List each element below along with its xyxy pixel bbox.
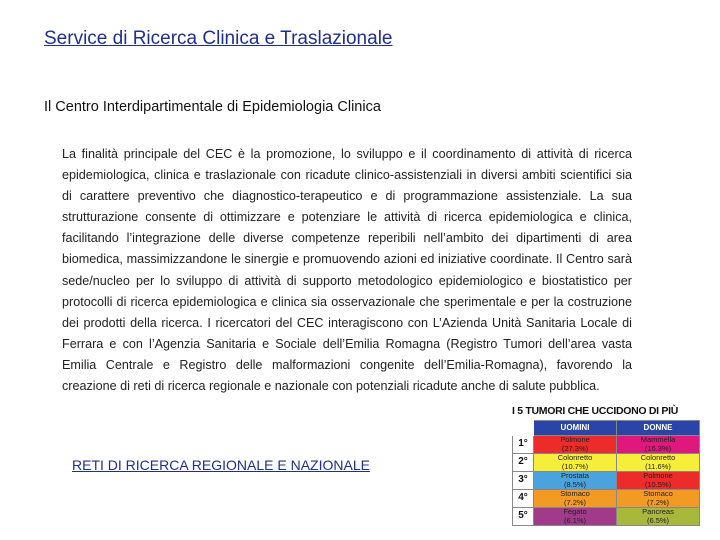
- women-tumor-cell: [617, 490, 700, 508]
- tumor-table-row: [513, 508, 700, 526]
- rank-cell: 1°: [513, 436, 534, 454]
- women-tumor-name: Stomaco: [643, 489, 673, 498]
- description-paragraph: La finalità principale del CEC è la promozione, lo sviluppo e il coordinamento di attività di ricerca epidemiologica, clinica e traslazionale con ricadute clinico-assistenziali in diversi ambiti scientifici sia di carattere preventivo che diagnostico-terapeutico e di programmazione assistenziale. La sua strutturazione consente di ottimizzare e potenziare le attività di ricerca epidemiologica e clinica, facilitando l’integrazione delle diverse competenze reperibili nell’ambito dei dipartimenti di area biomedica, massimizzandone le sinergie e promuovendo azioni ed iniziative coordinate. Il Centro sarà sede/nucleo per lo sviluppo di attività di supporto metodologico epidemiologico e biostatistico per protocolli di ricerca epidemiologica e clinica sia osservazionale che sperimentale e per la costruzione dei prodotti della ricerca. I ricercatori del CEC interagiscono con L’Azienda Unità Sanitaria Locale di Ferrara e con l’Agenzia Sanitaria e Sociale dell’Emilia Romagna (Registro Tumori dell’area vasta Emilia Centrale e Registro delle malformazioni congenite dell’Emilia-Romagna), favorendo la creazione di reti di ricerca regionale e nazionale con potenziali ricadute anche di salute pubblica.: [62, 147, 632, 394]
- women-tumor-percent: (11.6%): [645, 461, 671, 471]
- women-tumor-cell: [617, 454, 700, 472]
- men-tumor-percent: (27.3%): [561, 443, 589, 453]
- men-tumor-percent: (10.7%): [561, 461, 589, 471]
- men-tumor-cell: [534, 490, 617, 508]
- women-tumor-cell: [617, 508, 700, 526]
- men-tumor-cell: [534, 454, 617, 472]
- tumor-table: [512, 420, 700, 526]
- tumor-table-row: [513, 436, 700, 454]
- men-tumor-percent: (7.2%): [563, 497, 587, 507]
- men-tumor-name: Prostata: [561, 471, 589, 480]
- men-tumor-name: Fegato: [563, 507, 587, 516]
- rank-cell: 4°: [513, 490, 534, 508]
- rank-cell: 5°: [513, 508, 534, 526]
- women-tumor-percent: (10.5%): [644, 479, 672, 489]
- research-networks-link[interactable]: RETI DI RICERCA REGIONALE E NAZIONALE: [72, 457, 370, 473]
- tumor-ranking-figure: [509, 402, 701, 531]
- women-tumor-name: Pancreas: [642, 507, 674, 516]
- men-column-header: UOMINI: [534, 421, 617, 436]
- tumor-table-row: [513, 472, 700, 490]
- men-tumor-percent: (6.1%): [563, 515, 587, 525]
- tumor-table-corner: [513, 421, 534, 436]
- women-tumor-name: Polmone: [643, 471, 673, 480]
- women-tumor-cell: [617, 436, 700, 454]
- rank-cell: 3°: [513, 472, 534, 490]
- tumor-table-row: [513, 454, 700, 472]
- rank-cell: 2°: [513, 454, 534, 472]
- women-tumor-cell: [617, 472, 700, 490]
- tumor-figure-title: I 5 TUMORI CHE UCCIDONO DI PIÙ: [512, 405, 679, 417]
- men-tumor-cell: [534, 436, 617, 454]
- women-tumor-percent: (7.2%): [646, 497, 670, 507]
- page-title: Service di Ricerca Clinica e Traslazionale: [44, 28, 393, 49]
- women-column-header: DONNE: [617, 421, 700, 436]
- men-tumor-name: Stomaco: [560, 489, 590, 498]
- men-tumor-name: Colonretto: [557, 453, 593, 462]
- women-tumor-name: Colonretto: [640, 453, 676, 462]
- women-tumor-percent: (16.3%): [644, 443, 672, 453]
- men-tumor-cell: [534, 472, 617, 490]
- tumor-table-row: [513, 490, 700, 508]
- men-tumor-name: Polmone: [560, 435, 590, 444]
- men-tumor-percent: (8.5%): [563, 479, 587, 489]
- men-tumor-cell: [534, 508, 617, 526]
- women-tumor-percent: (6.5%): [646, 515, 670, 525]
- women-tumor-name: Mammella: [640, 435, 676, 444]
- page-subtitle: Il Centro Interdipartimentale di Epidemiologia Clinica: [44, 99, 381, 115]
